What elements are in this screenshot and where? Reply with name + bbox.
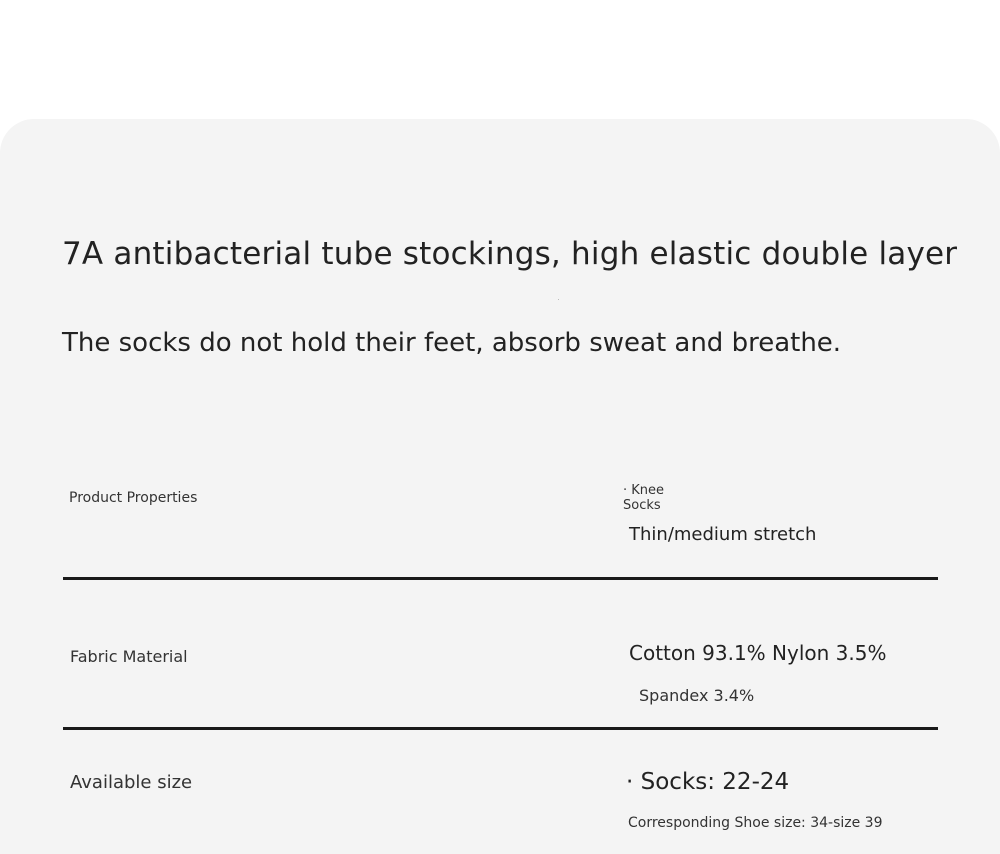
- product-properties-label: Product Properties: [69, 490, 198, 506]
- sock-type-line1: · Knee: [623, 483, 665, 498]
- product-headline: 7A antibacterial tube stockings, high elastic double layer: [62, 236, 958, 272]
- fabric-material-label: Fabric Material: [70, 647, 188, 666]
- decorative-dot: [558, 299, 559, 300]
- fabric-composition-line1: Cotton 93.1% Nylon 3.5%: [629, 641, 887, 665]
- content-panel: [0, 119, 1000, 854]
- sock-type-line2: Socks: [623, 498, 661, 513]
- stretch-value: Thin/medium stretch: [629, 524, 817, 545]
- available-size-label: Available size: [70, 772, 193, 793]
- shoe-size-note: Corresponding Shoe size: 34-size 39: [628, 815, 883, 831]
- product-subheadline: The socks do not hold their feet, absorb sweat and breathe.: [62, 328, 842, 358]
- fabric-composition-line2: Spandex 3.4%: [639, 686, 755, 705]
- sock-size-value: · Socks: 22-24: [626, 769, 790, 795]
- row-divider: [63, 577, 938, 580]
- row-divider: [63, 727, 938, 730]
